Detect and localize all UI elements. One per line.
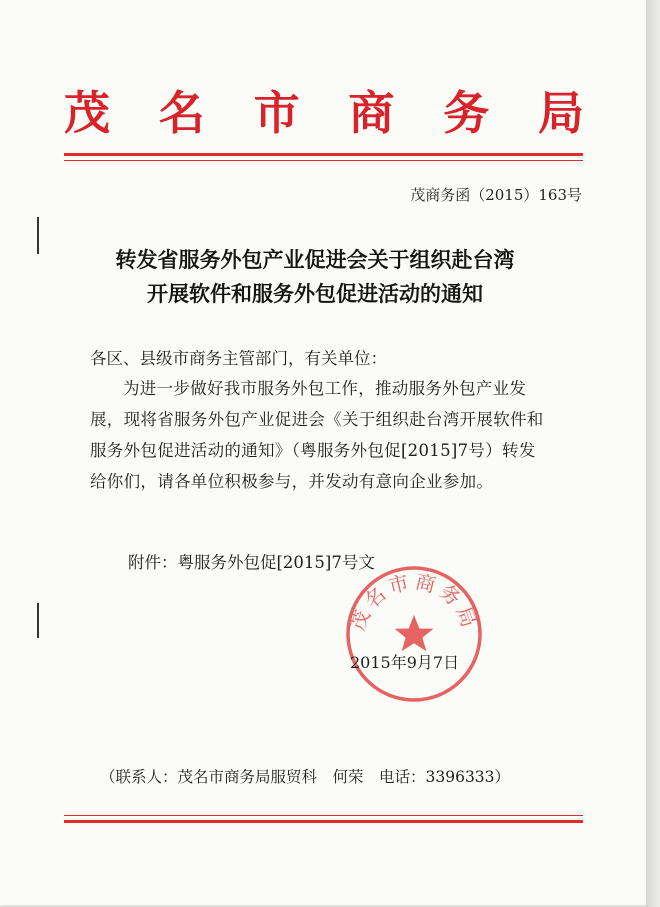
footer-divider-thin <box>64 815 583 816</box>
title-line-1: 转发省服务外包产业促进会关于组织赴台湾 <box>115 248 515 272</box>
document-title <box>80 243 550 311</box>
issue-date: 2015年9月7日 <box>350 653 460 672</box>
header-char: 务 <box>443 86 490 140</box>
header-char: 茂 <box>64 86 110 140</box>
header-divider-thick <box>64 153 583 156</box>
header-char: 商 <box>348 86 395 140</box>
page-edge <box>646 0 660 907</box>
body-paragraph: 为进一步做好我市服务外包工作，推动服务外包产业发展，现将省服务外包产业促进会《关于组织赴台湾开展软件和服务外包促进活动的通知》（粤服务外包促[2015]7号）转发给你们，请各单位积极参与，并发动有意向企业参加。 <box>90 379 544 491</box>
header-char: 名 <box>158 86 205 140</box>
title-line-2: 开展软件和服务外包促进活动的通知 <box>147 282 483 306</box>
salutation: 各区、县级市商务主管部门，有关单位： <box>90 349 387 368</box>
official-seal <box>343 563 485 705</box>
header-char: 市 <box>253 86 300 140</box>
seal-text: 茂名市商务局 <box>345 569 483 635</box>
attachment-line: 附件：粤服务外包促[2015]7号文 <box>128 553 375 572</box>
binding-mark <box>37 603 39 638</box>
footer-divider-thick <box>64 820 583 823</box>
binding-mark <box>37 217 39 254</box>
contact-info: （联系人：茂名市商务局服贸科 何荣 电话：3396333） <box>100 768 511 786</box>
document-number: 茂商务函（2015）163号 <box>410 186 582 204</box>
issuing-authority-header <box>64 80 584 146</box>
header-divider-thin <box>64 160 583 161</box>
seal-star-icon <box>395 615 434 651</box>
header-char: 局 <box>537 86 584 140</box>
